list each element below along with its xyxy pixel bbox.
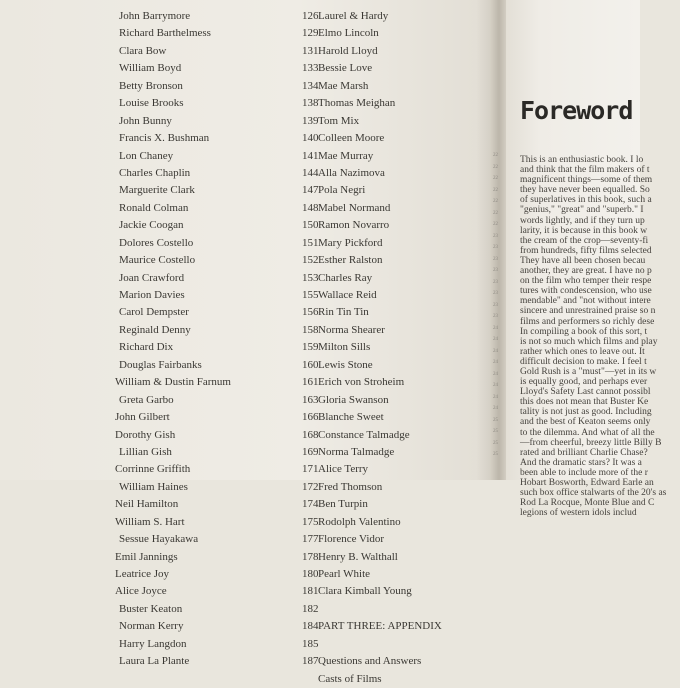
foreword-line: "genius," "great" and "superb." I: [520, 205, 644, 216]
foreword-line: Lloyd's Safety Last cannot possibl: [520, 387, 651, 398]
entry-page: 133: [302, 62, 319, 75]
edge-digit: 23: [493, 291, 498, 296]
contents-entry: [119, 113, 329, 130]
foreword-line: larity, it is because in this book w: [520, 225, 648, 236]
foreword-line: another, they are great. I have no p: [520, 266, 652, 277]
entry-page: 166: [302, 411, 319, 424]
foreword-line: such box office stalwarts of the 20's as: [520, 488, 667, 499]
entry-name: Ben Turpin: [318, 498, 368, 511]
entry-name: Mae Murray: [318, 149, 374, 162]
entry-name: Francis X. Bushman: [119, 132, 210, 145]
edge-page-numbers: [493, 150, 505, 461]
entry-name: Norma Shearer: [318, 323, 385, 336]
foreword-body: [520, 155, 680, 518]
entry-name: Blanche Sweet: [318, 411, 384, 424]
foreword-line: Rod La Rocque, Monte Blue and C: [520, 498, 655, 509]
contents-entry: [119, 287, 329, 304]
entry-page: 160: [302, 358, 319, 371]
foreword-line: difficult decision to make. I feel t: [520, 356, 647, 367]
contents-entry: [318, 409, 488, 426]
right-page: [506, 0, 667, 519]
edge-digit: 23: [493, 268, 498, 273]
entry-name: Sessue Hayakawa: [119, 533, 199, 546]
edge-digit: 23: [493, 279, 498, 285]
contents-entry: [318, 653, 488, 670]
entry-name: Dorothy Gish: [115, 428, 176, 441]
contents-entry: [318, 8, 488, 25]
contents-entry: [119, 304, 329, 321]
entry-name: Carol Dempster: [119, 306, 189, 319]
foreword-line: the cream of the crop—seventy-fi: [520, 235, 649, 246]
entry-name: Alla Nazimova: [318, 166, 385, 179]
entry-name: Mae Marsh: [318, 79, 369, 92]
entry-name: Clara Bow: [119, 44, 167, 57]
entry-name: Constance Talmadge: [318, 428, 410, 441]
entry-page: 131: [302, 44, 319, 57]
contents-entry: [119, 235, 329, 252]
edge-digit: 24: [493, 406, 498, 411]
edge-digit: 22: [493, 210, 498, 216]
entry-page: 126: [302, 10, 319, 22]
entry-name: Tom Mix: [318, 114, 360, 127]
contents-entry: [119, 130, 329, 147]
foreword-line: Gold Rush is a "must"—yet in its w: [520, 366, 657, 377]
entry-name: Emil Jannings: [115, 550, 178, 563]
entry-name: Rin Tin Tin: [318, 306, 369, 319]
contents-entry: [318, 322, 488, 339]
contents-entry: [119, 636, 329, 653]
contents-entry: [318, 148, 488, 165]
contents-entry: [318, 270, 488, 287]
contents-entry: [119, 601, 329, 618]
entry-page: 175: [302, 515, 319, 528]
contents-entry: [119, 165, 329, 182]
entry-page: 168: [302, 428, 319, 441]
foreword-line: And the dramatic stars? It was a: [520, 457, 642, 468]
contents-entry: [115, 583, 329, 600]
entry-name: Norman Kerry: [119, 620, 184, 633]
entry-name: Greta Garbo: [119, 393, 174, 406]
foreword-line: tality is not just as good. Including: [520, 407, 652, 418]
contents-entry: [115, 549, 329, 566]
contents-entry: [318, 566, 488, 583]
foreword-line: of superlatives in this book, such a: [520, 195, 652, 206]
contents-entry: [318, 235, 488, 252]
entry-page: 184: [302, 620, 319, 633]
edge-digit: 24: [493, 371, 498, 377]
contents-entry: [318, 549, 488, 566]
edge-digit: 22: [493, 187, 498, 193]
entry-page: 138: [302, 97, 319, 110]
entry-page: 159: [302, 341, 319, 354]
foreword-line: been able to include more of the r: [520, 467, 648, 478]
entry-page: 134: [302, 79, 319, 92]
edge-digit: 22: [493, 153, 498, 158]
entry-name: Louise Brooks: [119, 97, 184, 110]
contents-entry: [318, 531, 488, 548]
contents-entry: [119, 392, 329, 409]
foreword-line: legions of western idols includ: [520, 508, 637, 519]
entry-name: Erich von Stroheim: [318, 376, 405, 389]
contents-entry: [119, 252, 329, 269]
edge-digit: 24: [493, 360, 498, 365]
entry-name: Alice Terry: [318, 463, 369, 476]
contents-entry: [119, 25, 329, 42]
contents-entry: [318, 479, 488, 496]
entry-name: PART THREE: APPENDIX: [318, 620, 442, 633]
entry-name: Harry Langdon: [119, 637, 187, 650]
contents-entry: [318, 25, 488, 42]
contents-entry: [318, 165, 488, 182]
contents-entry: [119, 653, 329, 670]
contents-entry: [318, 357, 488, 374]
entry-page: 140: [302, 132, 319, 145]
foreword-line: and the best of Keaton seems only: [520, 417, 651, 428]
entry-page: 163: [302, 393, 319, 406]
edge-digit: 23: [493, 314, 498, 319]
entry-page: 182: [302, 602, 319, 615]
entry-page: 129: [302, 27, 319, 40]
contents-entry: [119, 270, 329, 287]
entry-page: 153: [302, 271, 319, 284]
entry-page: 158: [302, 323, 319, 336]
edge-digit: 22: [493, 176, 498, 181]
entry-name: Clara Kimball Young: [318, 585, 412, 598]
entry-name: Charles Ray: [318, 271, 373, 284]
foreword-line: magnificent things—some of them: [520, 175, 653, 186]
entry-page: 172: [302, 480, 319, 493]
foreword-line: Hobart Bosworth, Edward Earle an: [520, 478, 654, 488]
entry-name: Lillian Gish: [119, 445, 172, 458]
entry-name: John Gilbert: [115, 411, 170, 424]
entry-name: Corrinne Griffith: [115, 463, 191, 476]
edge-digit: 23: [493, 233, 498, 239]
entry-name: Henry B. Walthall: [318, 550, 398, 563]
contents-entry: [318, 583, 488, 600]
contents-entry: [318, 496, 488, 513]
contents-entry: [318, 43, 488, 60]
contents-entry: [119, 60, 329, 77]
contents-entry: [119, 95, 329, 112]
spacer: [318, 636, 488, 653]
entry-name: Maurice Costello: [119, 254, 196, 267]
entry-name: William Haines: [119, 480, 188, 493]
entry-name: William & Dustin Farnum: [115, 376, 231, 389]
entry-page: 161: [302, 376, 319, 389]
foreword-line: is equally good, and perhaps ever: [520, 377, 648, 388]
foreword-line: films and performers so richly dese: [520, 316, 655, 327]
entry-page: 152: [302, 254, 319, 267]
foreword-line: words lightly, and if they turn up: [520, 215, 645, 226]
entry-name: Pearl White: [318, 568, 371, 580]
foreword-line: they have never been equalled. So: [520, 185, 650, 196]
contents-entry: [318, 444, 488, 461]
edge-digit: 24: [493, 337, 498, 342]
entry-name: Richard Dix: [119, 341, 174, 354]
contents-entry: [119, 531, 329, 548]
entry-name: Ronald Colman: [119, 201, 189, 214]
entry-page: 139: [302, 114, 319, 127]
entry-name: Wallace Reid: [318, 289, 377, 301]
contents-entry: [119, 8, 329, 25]
entry-name: Thomas Meighan: [318, 97, 396, 110]
entry-name: Richard Barthelmess: [119, 27, 211, 40]
contents-entry: [318, 113, 488, 130]
edge-digit: 23: [493, 302, 498, 308]
entry-name: Charles Chaplin: [119, 166, 191, 179]
entry-name: William Boyd: [119, 62, 182, 75]
contents-entry: [318, 618, 488, 635]
contents-entry: [115, 461, 329, 478]
contents-entry: [119, 322, 329, 339]
contents-entry: [115, 514, 329, 531]
entry-page: 151: [302, 236, 319, 249]
entry-name: William S. Hart: [115, 515, 185, 528]
foreword-line: and think that the film makers of t: [520, 165, 650, 176]
foreword-line: —from cheerful, breezy little Billy B: [520, 437, 662, 448]
edge-digit: 25: [493, 440, 498, 446]
entry-page: 144: [302, 166, 319, 179]
entry-page: 169: [302, 445, 319, 458]
entry-name: Bessie Love: [318, 62, 373, 75]
entry-page: 178: [302, 550, 319, 563]
entry-name: Leatrice Joy: [115, 568, 170, 580]
entry-page: 156: [302, 306, 319, 319]
entry-name: Casts of Films: [318, 672, 382, 685]
contents-entry: [318, 514, 488, 531]
entry-page: 177: [302, 533, 319, 546]
edge-digit: 25: [493, 417, 498, 423]
foreword-line: to the dilemma. And what of all the: [520, 427, 655, 438]
edge-digit: 22: [493, 164, 498, 170]
entry-name: Mabel Normand: [318, 201, 391, 214]
contents-entry: [119, 217, 329, 234]
entry-page: 171: [302, 463, 319, 476]
contents-entry: [318, 182, 488, 199]
foreword-line: tures with condescension, who use: [520, 286, 652, 297]
contents-entry: [318, 392, 488, 409]
entry-name: Joan Crawford: [119, 271, 185, 284]
contents-entry: [318, 339, 488, 356]
contents-entry: [318, 252, 488, 269]
entry-page: 150: [302, 219, 319, 232]
foreword-line: from hundreds, fifty films selected: [520, 245, 652, 256]
entry-page: 180: [302, 568, 319, 580]
entry-name: Neil Hamilton: [115, 498, 179, 511]
entry-name: Pola Negri: [318, 184, 366, 197]
contents-entry: [115, 374, 329, 391]
contents-entry: [318, 304, 488, 321]
edge-digit: 23: [493, 245, 498, 250]
contents-entry: [318, 671, 488, 688]
contents-entry: [119, 78, 329, 95]
entry-name: Jackie Coogan: [119, 219, 184, 232]
entry-name: Norma Talmadge: [318, 445, 395, 458]
contents-entry: [318, 130, 488, 147]
entry-name: Buster Keaton: [119, 602, 183, 615]
entry-name: Rodolph Valentino: [318, 515, 401, 528]
entry-page: 185: [302, 637, 319, 650]
foreword-line: rather which ones to leave out. It: [520, 346, 645, 357]
entry-name: Lewis Stone: [318, 358, 373, 371]
contents-entry: [119, 182, 329, 199]
foreword-line: on the film who temper their respe: [520, 276, 652, 287]
contents-entry: [318, 95, 488, 112]
entry-name: Marguerite Clark: [119, 184, 195, 197]
contents-entry: [115, 496, 329, 513]
edge-digit: 24: [493, 383, 498, 388]
entry-name: Alice Joyce: [115, 585, 167, 598]
entry-name: Harold Lloyd: [318, 44, 378, 57]
foreword-line: They have all been chosen becau: [520, 255, 646, 266]
contents-column-1: [115, 8, 329, 671]
spacer: [318, 601, 488, 618]
entry-page: 148: [302, 201, 319, 214]
foreword-line: In compiling a book of this sort, t: [520, 326, 648, 337]
edge-digit: 24: [493, 348, 498, 354]
contents-entry: [318, 60, 488, 77]
contents-entry: [318, 427, 488, 444]
entry-name: Gloria Swanson: [318, 393, 389, 406]
contents-entry: [318, 287, 488, 304]
contents-entry: [119, 200, 329, 217]
entry-name: Milton Sills: [318, 341, 371, 354]
entry-page: 141: [302, 149, 319, 162]
entry-name: Reginald Denny: [119, 323, 191, 336]
contents-entry: [318, 78, 488, 95]
entry-name: Colleen Moore: [318, 132, 385, 145]
contents-entry: [318, 200, 488, 217]
entry-name: Florence Vidor: [318, 533, 385, 546]
entry-name: Questions and Answers: [318, 655, 422, 668]
contents-entry: [115, 427, 329, 444]
entry-name: Ramon Novarro: [318, 219, 390, 232]
entry-name: Elmo Lincoln: [318, 27, 379, 40]
contents-column-2: [318, 8, 488, 688]
contents-entry: [119, 444, 329, 461]
entry-name: Esther Ralston: [318, 254, 383, 267]
foreword-title: Foreword: [520, 96, 633, 125]
entry-page: 147: [302, 184, 319, 197]
foreword-line: mendable" and "not without intere: [520, 296, 651, 307]
contents-entry: [115, 409, 329, 426]
entry-name: John Barrymore: [119, 10, 191, 22]
entry-page: 187: [302, 655, 319, 668]
contents-entry: [119, 357, 329, 374]
contents-entry: [318, 217, 488, 234]
contents-entry: [119, 479, 329, 496]
entry-name: Mary Pickford: [318, 236, 383, 249]
entry-page: 155: [302, 289, 319, 301]
foreword-line: rated and brilliant Charlie Chase?: [520, 447, 648, 458]
edge-digit: 22: [493, 222, 498, 227]
edge-digit: 22: [493, 199, 498, 204]
entry-name: Laura La Plante: [119, 655, 190, 668]
entry-page: 174: [302, 498, 319, 511]
edge-digit: 24: [493, 325, 498, 331]
foreword-line: is not so much which films and play: [520, 336, 658, 347]
contents-entry: [318, 461, 488, 478]
contents-entry: [115, 566, 329, 583]
entry-name: Fred Thomson: [318, 480, 383, 493]
foreword-line: this does not mean that Buster Ke: [520, 397, 649, 408]
entry-name: Betty Bronson: [119, 79, 183, 92]
edge-digit: 23: [493, 256, 498, 262]
contents-entry: [119, 148, 329, 165]
entry-name: John Bunny: [119, 114, 172, 127]
contents-entry: [119, 339, 329, 356]
entry-name: Marion Davies: [119, 289, 185, 301]
edge-digit: 25: [493, 429, 498, 434]
entry-page: 181: [302, 585, 319, 598]
entry-name: Douglas Fairbanks: [119, 358, 202, 371]
contents-entry: [119, 618, 329, 635]
foreword-line: This is an enthusiastic book. I lo: [520, 155, 644, 165]
foreword-line: sincere and unrestrained praise so n: [520, 306, 656, 317]
entry-name: Laurel & Hardy: [318, 10, 389, 22]
contents-entry: [119, 43, 329, 60]
edge-digit: 24: [493, 394, 498, 400]
entry-name: Dolores Costello: [119, 236, 194, 249]
contents-entry: [318, 374, 488, 391]
edge-digit: 25: [493, 452, 498, 457]
entry-name: Lon Chaney: [119, 149, 174, 162]
